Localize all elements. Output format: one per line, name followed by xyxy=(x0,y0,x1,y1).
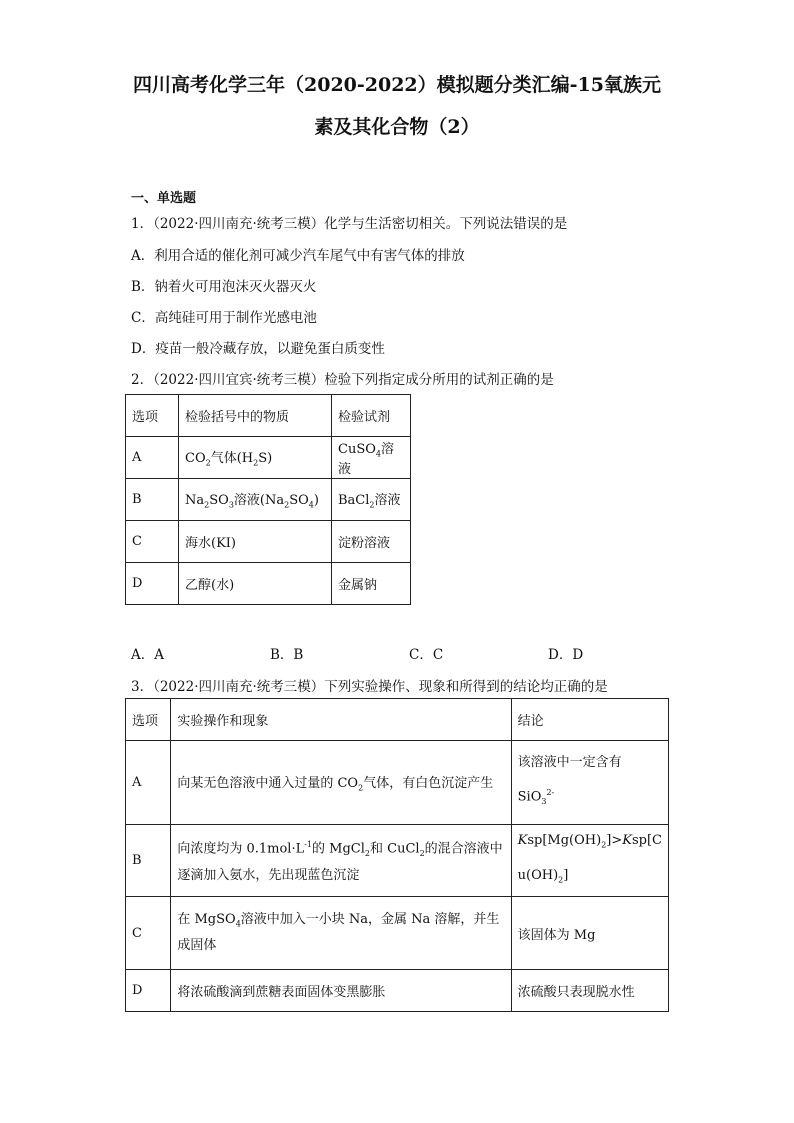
table-header: 检验括号中的物质 xyxy=(179,395,332,437)
q2-option-a: A．A xyxy=(131,647,164,663)
table-cell: B xyxy=(126,825,171,897)
table-header: 实验操作和现象 xyxy=(171,699,511,741)
table-row xyxy=(126,970,669,1012)
table-row xyxy=(126,741,669,825)
table-cell: 乙醇(水) xyxy=(179,563,332,605)
table-cell: 将浓硫酸滴到蔗糖表面固体变黑膨胀 xyxy=(171,970,511,1012)
table-cell: 海水(KI) xyxy=(179,521,332,563)
table-row xyxy=(126,479,411,521)
table-row xyxy=(126,521,411,563)
page-title-line1: 四川高考化学三年（2020-2022）模拟题分类汇编-15氧族元 xyxy=(133,74,661,96)
table-header: 结论 xyxy=(511,699,668,741)
table-cell: D xyxy=(126,563,179,605)
table-cell: D xyxy=(126,970,171,1012)
q1-option-d: D．疫苗一般冷藏存放，以避免蛋白质变性 xyxy=(131,341,385,357)
table-cell: BaCl$_2$溶液 xyxy=(332,479,411,521)
table-cell: 浓硫酸只表现脱水性 xyxy=(511,970,668,1012)
page-title-line2: 素及其化合物（2） xyxy=(314,116,480,138)
table-row xyxy=(126,897,669,970)
table-header-row xyxy=(126,699,669,741)
table-cell: 向某无色溶液中通入过量的 $CO_2$气体，有白色沉淀产生 xyxy=(171,741,511,825)
table-header: 选项 xyxy=(126,699,171,741)
q2-stem: 2．（2022·四川宜宾·统考三模）检验下列指定成分所用的试剂正确的是 xyxy=(131,372,554,388)
table-cell: CuSO$_4$溶液 xyxy=(332,437,411,479)
table-cell: A xyxy=(126,437,179,479)
table-cell: $CO_2$气体$(H_2S)$ xyxy=(179,437,332,479)
table-cell: 在 MgSO$_4$溶液中加入一小块 Na，金属 Na 溶解，并生 成固体 xyxy=(171,897,511,970)
table-cell: $Ksp[Mg(OH)_2]>Ksp[C$ $u(OH)_2$] xyxy=(511,825,668,897)
q2-option-b: B．B xyxy=(270,647,304,663)
table-row xyxy=(126,825,669,897)
table-cell: 该溶液中一定含有 SiO$_3^{2-}$ xyxy=(511,741,668,825)
q3-stem: 3．（2022·四川南充·统考三模）下列实验操作、现象和所得到的结论均正确的是 xyxy=(131,679,608,695)
q1-option-c: C．高纯硅可用于制作光感电池 xyxy=(131,310,317,326)
q2-table xyxy=(125,394,411,605)
table-cell: 金属钠 xyxy=(332,563,411,605)
section-heading: 一、单选题 xyxy=(131,191,197,206)
table-cell: A xyxy=(126,741,171,825)
table-cell: C xyxy=(126,897,171,970)
table-header-row xyxy=(126,395,411,437)
table-header: 选项 xyxy=(126,395,179,437)
table-cell: B xyxy=(126,479,179,521)
table-cell: C xyxy=(126,521,179,563)
table-header: 检验试剂 xyxy=(332,395,411,437)
table-cell: $Na_2SO_3$溶液$(Na_2SO_4)$ xyxy=(179,479,332,521)
q2-option-c: C．C xyxy=(409,647,444,663)
table-cell: 该固体为 Mg xyxy=(511,897,668,970)
q1-stem: 1．（2022·四川南充·统考三模）化学与生活密切相关。下列说法错误的是 xyxy=(131,216,568,232)
table-row xyxy=(126,563,411,605)
q1-option-b: B．钠着火可用泡沫灭火器灭火 xyxy=(131,279,317,295)
q2-option-d: D．D xyxy=(548,647,584,663)
table-cell: 向浓度均为 $0.1mol\cdot L^{-1}$的 MgCl$_2$和 CuCl$_2$的混合溶液中 逐滴加入氨水，先出现蓝色沉淀 xyxy=(171,825,511,897)
q3-table xyxy=(125,698,669,1012)
table-cell: 淀粉溶液 xyxy=(332,521,411,563)
table-row xyxy=(126,437,411,479)
q1-option-a: A．利用合适的催化剂可减少汽车尾气中有害气体的排放 xyxy=(131,248,465,264)
